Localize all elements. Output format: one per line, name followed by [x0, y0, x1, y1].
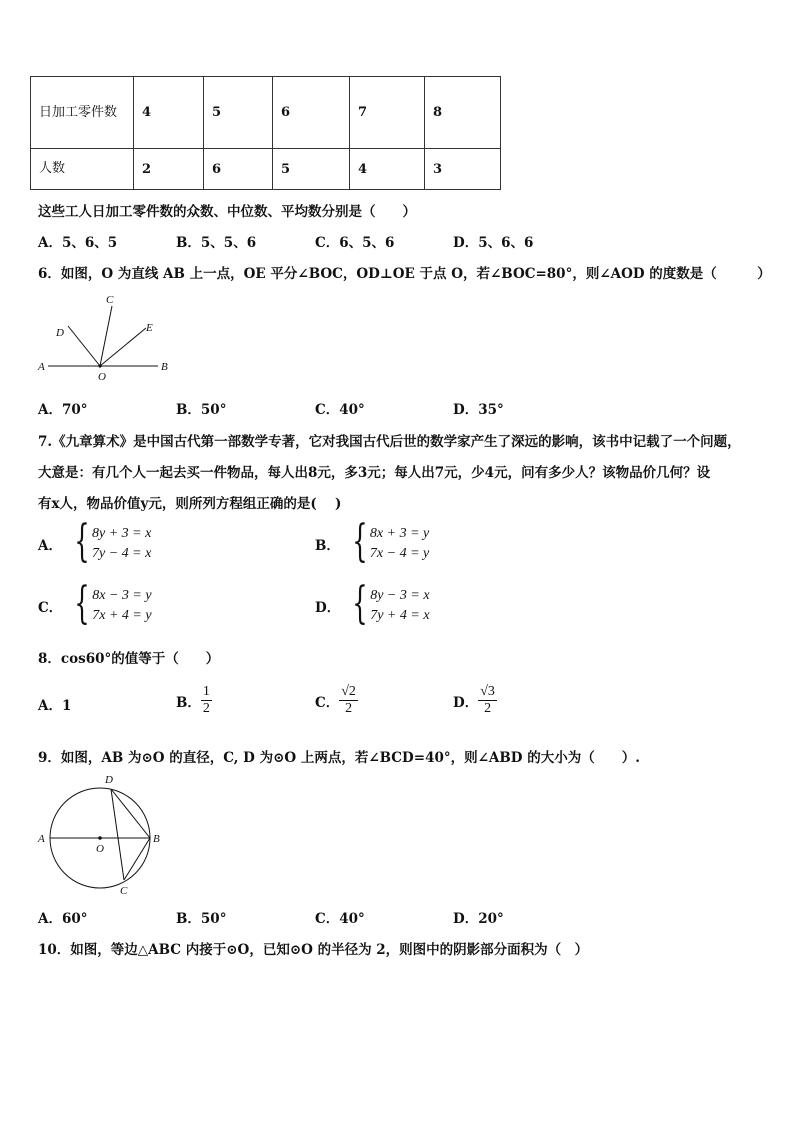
- option-label: D．: [453, 694, 479, 711]
- label-c: C: [106, 294, 114, 306]
- q7-line-1: 7.《九章算术》是中国古代第一部数学专著，它对我国古代后世的数学家产生了深远的影响，该书中记载了一个问题，: [38, 434, 741, 450]
- brace-icon: {: [74, 578, 90, 629]
- equation: 8x − 3 = y: [92, 588, 152, 603]
- label-b: B: [161, 361, 168, 373]
- q7-line-2: 大意是：有几个人一起去买一件物品，每人出8元，多3元；每人出7元，少4元，问有多少人？该物品价几何？设: [38, 465, 711, 481]
- q5-option-a: A．5、6、5: [38, 235, 118, 251]
- numerator: √3: [480, 684, 495, 699]
- q5-stem: 这些工人日加工零件数的众数、中位数、平均数分别是（ ）: [38, 204, 416, 220]
- q7-option-a: [38, 516, 152, 567]
- q7-option-d: [315, 578, 430, 629]
- data-table: [30, 76, 501, 190]
- q9-option-b: B．50°: [176, 911, 227, 927]
- table-cell: 8: [425, 77, 501, 149]
- label-e: E: [146, 322, 153, 334]
- q6-option-b: B．50°: [176, 402, 227, 418]
- option-label: C．: [315, 694, 340, 711]
- fraction: [339, 684, 358, 717]
- q5-option-d: D．5、6、6: [453, 235, 534, 251]
- q6-figure: [36, 292, 176, 382]
- option-label: A．: [38, 698, 62, 714]
- q8-option-b: [176, 684, 212, 717]
- q9-option-d: D．20°: [453, 911, 504, 927]
- option-label: C．: [38, 600, 63, 616]
- q8-stem: 8．cos60°的值等于（ ）: [38, 651, 220, 667]
- q8-option-d: [453, 684, 497, 717]
- table-row-label: 人数: [31, 149, 134, 190]
- equation: 7x + 4 = y: [92, 608, 152, 623]
- ray-od: [68, 326, 100, 366]
- option-label: A．: [38, 538, 62, 554]
- denominator: 2: [202, 701, 210, 716]
- q5-option-c: C．6、5、6: [315, 235, 395, 251]
- table-cell: 4: [350, 149, 425, 190]
- equation: 8x + 3 = y: [369, 526, 430, 541]
- point-o: [98, 364, 101, 367]
- table-row: [31, 77, 501, 149]
- fraction: [201, 684, 212, 717]
- brace-icon: {: [74, 516, 90, 567]
- q10-stem: 10．如图，等边△ABC 内接于⊙O，已知⊙O 的半径为 2，则图中的阴影部分面积为（ ）: [38, 942, 589, 958]
- table-cell: 3: [425, 149, 501, 190]
- chord-cb: [124, 838, 150, 880]
- label-d: D: [56, 327, 64, 339]
- brace-icon: {: [352, 578, 368, 629]
- table-cell: 5: [273, 149, 350, 190]
- q6-option-d: D．35°: [453, 402, 504, 418]
- point-o: [98, 836, 102, 840]
- label-a: A: [38, 361, 45, 373]
- equation: 7y + 4 = x: [370, 608, 430, 623]
- label-o: O: [98, 371, 106, 382]
- option-label: B．: [176, 694, 201, 711]
- table-cell: 4: [134, 77, 204, 149]
- brace-icon: {: [352, 516, 368, 567]
- option-value: 1: [61, 698, 72, 714]
- fraction: [478, 684, 497, 717]
- table-row-label: 日加工零件数: [31, 77, 134, 149]
- q7-line-3: 有x人，物品价值y元，则所列方程组正确的是( ): [38, 496, 342, 512]
- q9-figure: [34, 772, 174, 900]
- label-d: D: [105, 774, 113, 786]
- table-cell: 6: [273, 77, 350, 149]
- label-b: B: [153, 833, 160, 845]
- equation: 8y + 3 = x: [91, 526, 152, 541]
- q9-stem: 9．如图，AB 为⊙O 的直径，C, D 为⊙O 上两点，若∠BCD=40°，则∠ABD 的大小为（ ）.: [38, 750, 640, 766]
- q9-option-a: A．60°: [38, 911, 88, 927]
- table-cell: 6: [204, 149, 273, 190]
- numerator: √2: [341, 684, 356, 699]
- table-cell: 5: [204, 77, 273, 149]
- q6-option-c: C．40°: [315, 402, 365, 418]
- q6-option-a: A．70°: [38, 402, 88, 418]
- q7-option-c: [38, 578, 152, 629]
- numerator: 1: [202, 684, 210, 699]
- option-label: B．: [315, 538, 340, 554]
- label-c: C: [120, 885, 128, 897]
- table-row: [31, 149, 501, 190]
- option-label: D．: [315, 600, 341, 616]
- label-a: A: [38, 833, 45, 845]
- denominator: 2: [345, 701, 353, 716]
- table-cell: 2: [134, 149, 204, 190]
- q7-option-b: [315, 516, 430, 567]
- q6-stem: 6．如图，O 为直线 AB 上一点，OE 平分∠BOC，OD⊥OE 于点 O，若∠BOC=80°，则∠AOD 的度数是（ ）: [38, 266, 771, 282]
- q8-option-a: [38, 694, 71, 714]
- equation: 8y − 3 = x: [370, 588, 430, 603]
- table-cell: 7: [350, 77, 425, 149]
- equation: 7y − 4 = x: [91, 546, 152, 561]
- equation: 7x − 4 = y: [369, 546, 430, 561]
- q9-option-c: C．40°: [315, 911, 365, 927]
- q8-option-c: [315, 684, 358, 717]
- label-o: O: [96, 843, 104, 855]
- denominator: 2: [484, 701, 492, 716]
- q5-option-b: B．5、5、6: [176, 235, 257, 251]
